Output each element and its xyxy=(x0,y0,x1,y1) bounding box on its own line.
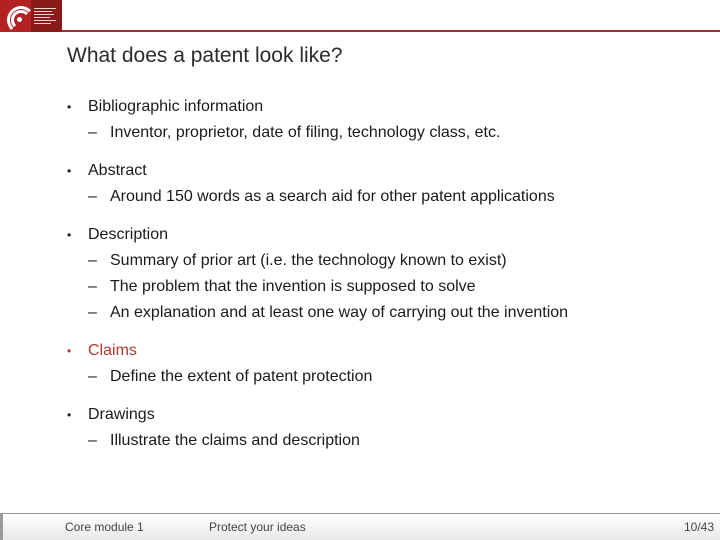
slide-title: What does a patent look like? xyxy=(67,44,343,67)
slide-body xyxy=(67,94,707,466)
sub-label: Around 150 words as a search aid for other patent applications xyxy=(110,188,555,205)
sub-item xyxy=(67,120,707,146)
footer-tagline: Protect your ideas xyxy=(209,520,306,534)
bullet-label: Claims xyxy=(88,342,137,359)
bullet-dot: • xyxy=(67,344,72,358)
bullet-dot: • xyxy=(67,164,72,178)
sub-dash: – xyxy=(88,368,97,385)
bullet-label: Abstract xyxy=(88,162,147,179)
sub-dash: – xyxy=(88,188,97,205)
bullet-group-bibliographic xyxy=(67,94,707,146)
sub-label: An explanation and at least one way of carrying out the invention xyxy=(110,304,569,321)
sub-item xyxy=(67,428,707,454)
bullet-dot: • xyxy=(67,100,72,114)
sub-dash: – xyxy=(88,252,97,269)
logo-mark xyxy=(0,0,31,32)
bullet-group-claims xyxy=(67,338,707,390)
sub-dash: – xyxy=(88,304,97,321)
slide-footer xyxy=(0,513,720,540)
bullet-group-description xyxy=(67,222,707,326)
sub-dash: – xyxy=(88,124,97,141)
sub-item xyxy=(67,248,707,274)
bullet-item xyxy=(67,222,707,248)
sub-item xyxy=(67,274,707,300)
sub-label: Define the extent of patent protection xyxy=(110,368,373,385)
bullet-label: Drawings xyxy=(88,406,155,423)
bullet-dot: • xyxy=(67,408,72,422)
sub-dash: – xyxy=(88,432,97,449)
bullet-label: Description xyxy=(88,226,169,243)
bullet-item-highlighted xyxy=(67,338,707,364)
sub-item xyxy=(67,300,707,326)
bullet-item xyxy=(67,402,707,428)
bullet-group-abstract xyxy=(67,158,707,210)
sub-label: Inventor, proprietor, date of filing, technology class, etc. xyxy=(110,124,501,141)
sub-item xyxy=(67,364,707,390)
bullet-dot: • xyxy=(67,228,72,242)
organization-logo-icon xyxy=(0,0,62,32)
sub-label: Summary of prior art (i.e. the technology known to exist) xyxy=(110,252,507,269)
sub-label: Illustrate the claims and description xyxy=(110,432,360,449)
bullet-group-drawings xyxy=(67,402,707,454)
footer-module: Core module 1 xyxy=(65,520,144,534)
bullet-item xyxy=(67,94,707,120)
bullet-item xyxy=(67,158,707,184)
sub-dash: – xyxy=(88,278,97,295)
sub-item xyxy=(67,184,707,210)
page-number: 10/43 xyxy=(683,520,714,534)
header-rule xyxy=(62,30,720,32)
sub-label: The problem that the invention is supposed to solve xyxy=(110,278,476,295)
logo-wordmark xyxy=(31,0,62,32)
bullet-label: Bibliographic information xyxy=(88,98,264,115)
